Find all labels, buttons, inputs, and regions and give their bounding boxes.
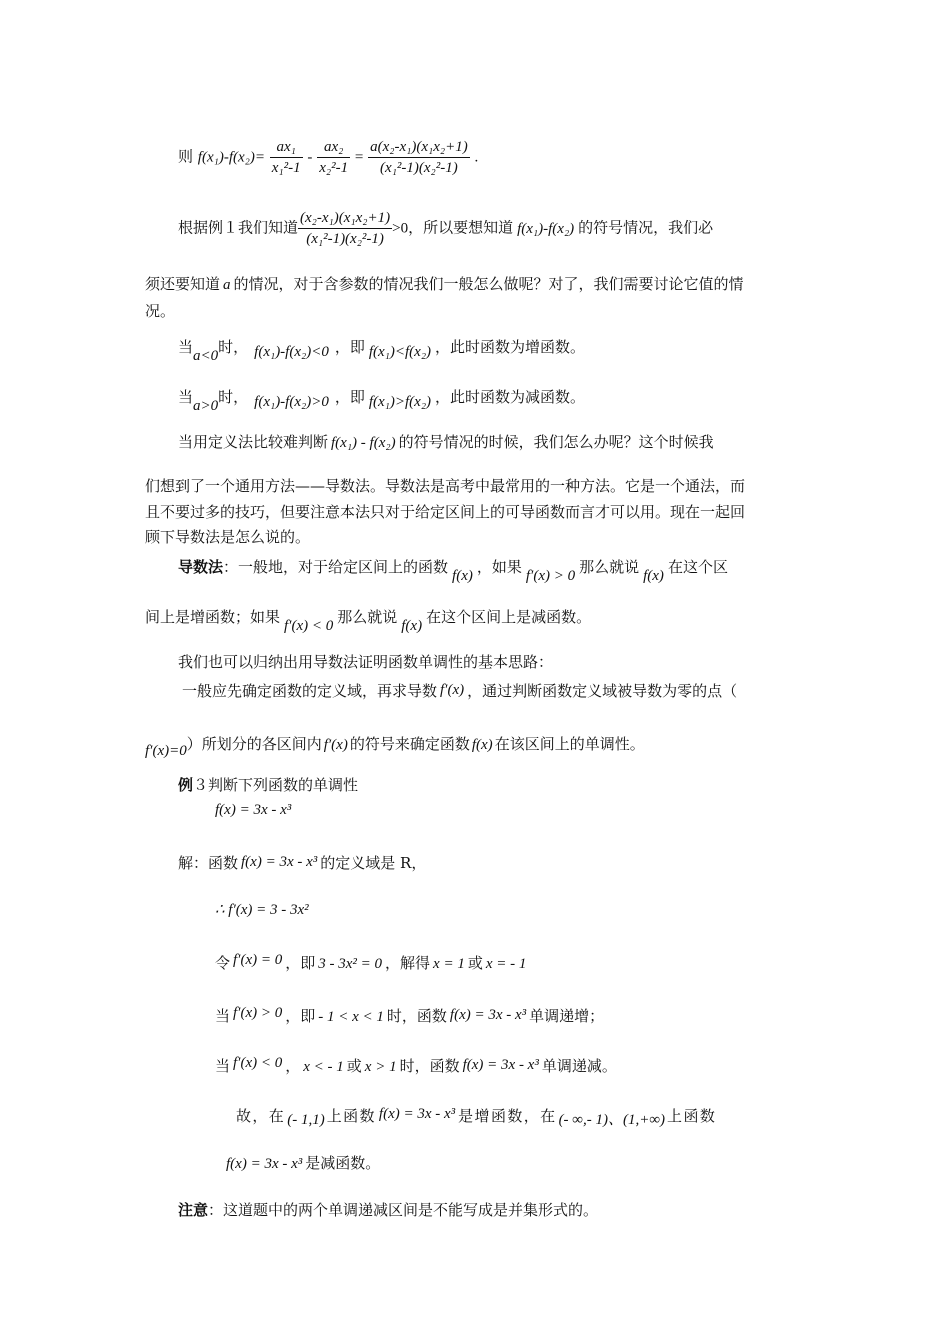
sign-fraction <box>298 208 392 249</box>
ji-text-2: ，即 <box>285 1007 316 1025</box>
solution-zero-line <box>215 950 529 974</box>
shang-text: 上函数 <box>326 1107 376 1125</box>
frac2-numerator: ax₂ <box>317 137 350 158</box>
conclusion-line-2 <box>226 1153 380 1174</box>
dang-text-2: 当 <box>215 1057 231 1075</box>
case1-text2: ，即 <box>334 338 365 356</box>
gu-text: 故，在 <box>236 1107 286 1125</box>
paragraph-3-line-3: 且不要过多的技巧，但要注意本法只对于给定区间上的可导函数而言才可以用。现在一起回 <box>145 503 746 521</box>
paragraph-4-line-1: 我们也可以归纳出用导数法证明函数单调性的基本思路： <box>178 653 554 671</box>
sign-frac-numerator: (x₂-x₁)(x₁x₂+1) <box>298 208 392 229</box>
frac1-denominator: x₁²-1 <box>271 160 301 176</box>
frac1-numerator: ax₁ <box>270 137 303 158</box>
deriv-cond-negative: f′(x) < 0 <box>284 618 334 634</box>
fraction-1 <box>270 137 303 178</box>
example-label: 例 <box>178 776 194 794</box>
case1-text1: 时， <box>218 338 249 356</box>
interval-dec: (- ∞,- 1)、(1,+∞) <box>558 1112 666 1128</box>
root-neg-one: x = - 1 <box>485 956 527 972</box>
lhs-expression: f(x₁)-f(x₂)= <box>197 149 265 166</box>
or-text: 或 <box>467 954 483 972</box>
solution-derivative: ∴ f′(x) = 3 - 3x² <box>215 902 309 918</box>
var-a: a <box>223 277 231 293</box>
deriv-fx: f(x) <box>452 568 473 584</box>
dang-text: 当 <box>215 1007 231 1025</box>
deriv-negative: f′(x) < 0 <box>233 1055 283 1071</box>
case1-condition: a<0 <box>193 348 219 364</box>
decreasing-range-1: x < - 1 <box>303 1059 344 1075</box>
equation-zero: 3 - 3x² = 0 <box>318 956 383 972</box>
paragraph-4-line-3 <box>145 730 645 765</box>
deriv-line2-b: 那么就说 <box>337 608 398 626</box>
equals-sign: = <box>354 149 364 166</box>
case1-inequality: f(x₁)-f(x₂)<0 <box>254 344 329 360</box>
function-conclusion-2: f(x) = 3x - x³ <box>226 1156 303 1172</box>
solution-line-1 <box>178 852 426 873</box>
p4-zero-point: f′(x)=0 <box>145 743 187 759</box>
gt-zero: >0 <box>392 220 409 237</box>
p4-line3-d: 在该区间上的单调性。 <box>494 735 645 753</box>
paragraph-2-line-3: 况。 <box>145 302 176 320</box>
or-text-2: 或 <box>346 1057 362 1075</box>
example-3-function: f(x) = 3x - x³ <box>215 802 292 818</box>
note-heading: 注意 <box>178 1201 209 1219</box>
p4-line3-b: ）所划分的各区间内 <box>186 735 322 753</box>
p3-text-b: 的符号情况的时候，我们怎么办呢？这个时候我 <box>398 433 714 451</box>
difference-formula <box>178 137 478 178</box>
deriv-line2-a: 间上是增函数；如果 <box>145 608 281 626</box>
paragraph-4-line-2 <box>182 680 737 701</box>
paragraph-3-line-1 <box>178 432 714 453</box>
derivative-method-heading: 导数法 <box>178 558 224 576</box>
solution-increasing-line <box>215 1003 604 1027</box>
function-dec: f(x) = 3x - x³ <box>462 1057 539 1073</box>
solution-decreasing-line <box>215 1053 617 1077</box>
decreasing-text: 单调递减。 <box>541 1057 617 1075</box>
frac2-denominator: x₂²-1 <box>319 160 349 176</box>
shi-text: 时，函数 <box>386 1007 447 1025</box>
text-ze: 则 <box>178 147 194 166</box>
p4-line3-c: 的符号来确定函数 <box>349 735 470 753</box>
case1-inequality2: f(x₁)<f(x₂) <box>368 344 432 360</box>
conclusion-line-1 <box>236 1104 716 1130</box>
fraction-3 <box>368 137 470 178</box>
case2-inequality2: f(x₁)>f(x₂) <box>368 394 432 410</box>
case1-when: 当 <box>178 338 194 356</box>
note-line <box>178 1200 598 1220</box>
deriv-fx3: f(x) <box>401 618 423 634</box>
p2-line2-b: 的情况，对于含参数的情况我们一般怎么做呢？对了，我们需要讨论它值的情 <box>233 275 744 293</box>
deriv-eq-zero: f′(x) = 0 <box>233 952 283 968</box>
case2-when: 当 <box>178 388 194 406</box>
paragraph-3-line-2: 们想到了一个通用方法——导数法。导数法是高考中最常用的一种方法。它是一个通法，而 <box>145 477 746 495</box>
deriv-cond-positive: f′(x) > 0 <box>525 568 576 584</box>
p4-derivative2: f′(x) <box>323 737 348 753</box>
function-inc: f(x) = 3x - x³ <box>449 1007 527 1023</box>
comma: ， <box>285 1057 301 1075</box>
case2-text3: ，此时函数为减函数。 <box>435 388 586 406</box>
note-text: ：这道题中的两个单调递减区间是不能写成是并集形式的。 <box>208 1201 599 1219</box>
deriv-line2-c: 在这个区间上是减函数。 <box>426 608 592 626</box>
p4-line2-a: 一般应先确定函数的定义域，再求导数 <box>182 682 438 700</box>
increasing-in-text: 是增函数，在 <box>458 1107 557 1125</box>
increasing-text: 单调递增； <box>529 1007 605 1025</box>
paragraph-2-line-1 <box>178 208 713 249</box>
p2-line2-a: 须还要知道 <box>145 275 221 293</box>
solution-prefix: 解：函数 <box>178 854 239 872</box>
ling-text: 令 <box>215 954 231 972</box>
function-conclusion: f(x) = 3x - x³ <box>378 1106 456 1122</box>
minus-sign: - <box>307 149 313 166</box>
root-one: x = 1 <box>433 956 465 972</box>
p3-text-a: 当用定义法比较难判断 <box>178 433 329 451</box>
case2-condition: a>0 <box>193 398 219 414</box>
case-a-negative <box>178 331 585 372</box>
paragraph-3-line-4: 顾下导数法是怎么说的。 <box>145 528 311 546</box>
shang-text-2: 上函数 <box>667 1107 717 1125</box>
derivative-method-line-2 <box>145 602 591 641</box>
solution-domain: 的定义域是 R， <box>320 854 427 872</box>
fraction-2 <box>317 137 350 178</box>
case2-text2: ，即 <box>334 388 365 406</box>
example-title: ３判断下列函数的单调性 <box>193 776 359 794</box>
sign-frac-denominator: (x₁²-1)(x₂²-1) <box>306 231 384 247</box>
case2-inequality: f(x₁)-f(x₂)>0 <box>254 394 329 410</box>
decreasing-function-text: 是减函数。 <box>305 1154 381 1172</box>
frac3-denominator: (x₁²-1)(x₂²-1) <box>380 160 458 176</box>
interval-inc: (- 1,1) <box>287 1112 325 1128</box>
deriv-text-a: ：一般地，对于给定区间上的函数 <box>223 558 449 576</box>
ji-text: ，即 <box>285 954 316 972</box>
derivative-method-line-1 <box>178 552 728 591</box>
frac3-numerator: a(x₂-x₁)(x₁x₂+1) <box>368 137 470 158</box>
case2-text1: 时， <box>218 388 249 406</box>
p4-fx: f(x) <box>471 737 493 753</box>
decreasing-range-2: x > 1 <box>364 1059 397 1075</box>
case-a-positive <box>178 381 585 422</box>
difference-expression: f(x₁)-f(x₂) <box>517 220 575 237</box>
p2-text-c: 的符号情况，我们必 <box>578 218 714 237</box>
p4-line2-b: ，通过判断函数定义域被导数为零的点（ <box>467 682 738 700</box>
case1-text3: ，此时函数为增函数。 <box>435 338 586 356</box>
p4-derivative: f′(x) <box>440 682 465 698</box>
paragraph-2-line-2 <box>145 274 744 295</box>
jiede-text: ，解得 <box>385 954 431 972</box>
p2-text-a: 根据例１我们知道 <box>178 218 299 237</box>
solution-function: f(x) = 3x - x³ <box>241 854 318 870</box>
deriv-fx2: f(x) <box>643 568 664 584</box>
example-3-heading <box>178 775 358 795</box>
period: . <box>474 149 479 166</box>
p3-expression: f(x₁) - f(x₂) <box>331 435 396 451</box>
deriv-text-d: 在这个区 <box>667 558 728 576</box>
increasing-range: - 1 < x < 1 <box>318 1009 384 1025</box>
deriv-text-c: 那么就说 <box>579 558 640 576</box>
shi-text-2: 时，函数 <box>399 1057 460 1075</box>
p2-text-b: ，所以要想知道 <box>408 218 514 237</box>
deriv-text-b: ，如果 <box>476 558 522 576</box>
deriv-positive: f′(x) > 0 <box>233 1005 283 1021</box>
